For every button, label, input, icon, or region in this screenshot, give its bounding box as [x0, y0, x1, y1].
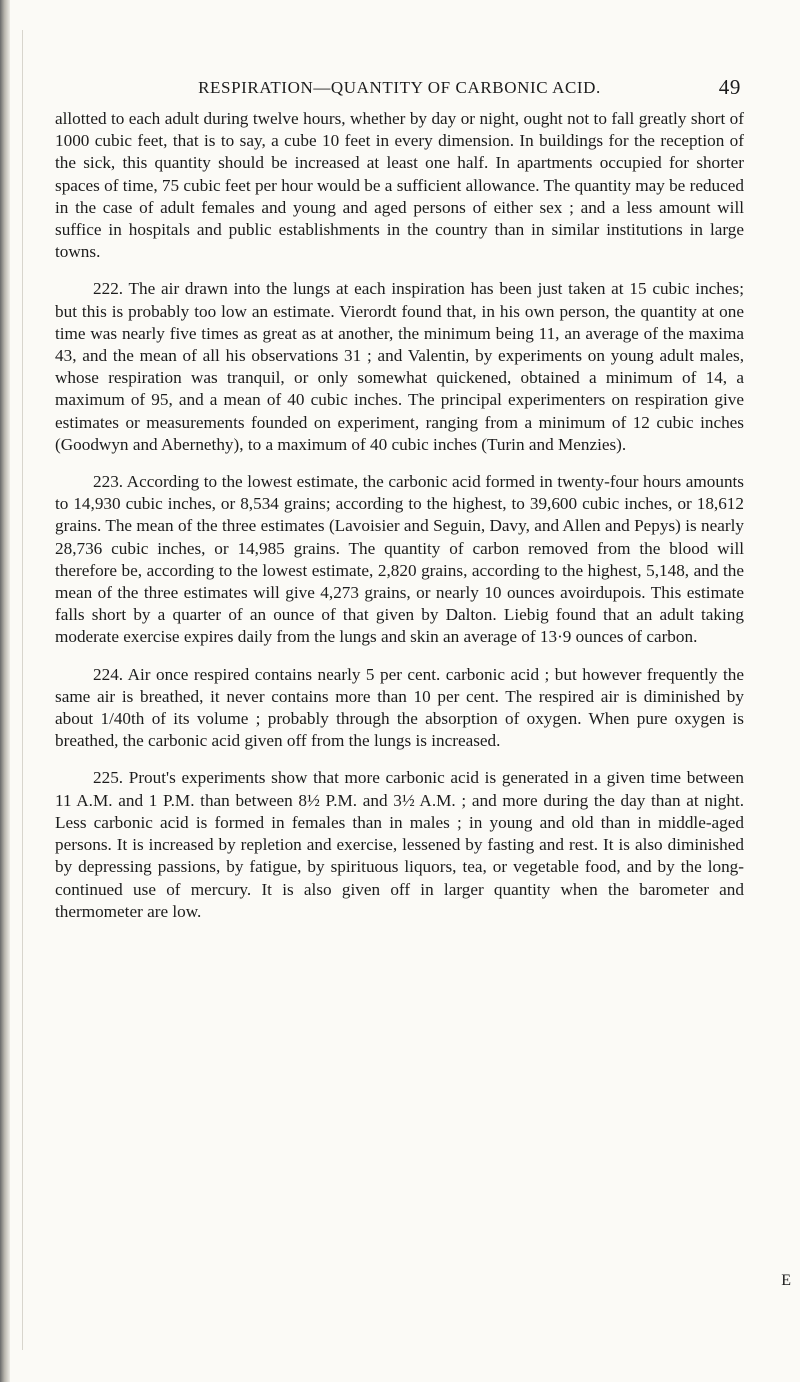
- signature-mark: E: [781, 1272, 792, 1289]
- book-page: [55, 75, 745, 938]
- page-number: 49: [718, 75, 741, 99]
- paragraph-continued: allotted to each adult during twelve hours, whether by day or night, ought not to fall greatly short of 1000 cubic feet, that is to say, a cube 10 feet in every dimension. In buildings for the reception of the sick, this quantity should be increased at least one half. In apartments occupied for shorter spaces of time, 75 cubic feet per hour would be a sufficient allowance. The quantity may be reduced in the case of adult females and young and aged persons of either sex ; and a less amount will suffice in hospitals and public establishments in the country than in similar institutions in large towns.: [55, 109, 745, 262]
- paragraph-225: 225. Prout's experiments show that more carbonic acid is generated in a given time between 11 A.M. and 1 P.M. than between 8½ P.M. and 3½ A.M. ; and more during the day than at night. Less carbonic acid is formed in females than in males ; in young and old than in middle-aged persons. It is increased by repletion and exercise, lessened by fasting and rest. It is also diminished by depressing passions, by fatigue, by spirituous liquors, tea, or vegetable food, and by the long-continued use of mercury. It is also given off in larger quantity when the barometer and thermometer are low.: [55, 768, 744, 921]
- paragraph-222: 222. The air drawn into the lungs at each inspiration has been just taken at 15 cubic inches; but this is probably too low an estimate. Vierordt found that, in his own person, the quantity at one time was nearly five times as great as at another, the minimum being 11, an average of the maxima 43, and the mean of all his observations 31 ; and Valentin, by experiments on young adult males, whose respiration was tranquil, or only somewhat quickened, obtained a minimum of 14, a maximum of 95, and a mean of 40 cubic inches. The principal experimenters on respiration give estimates or measurements founded on experiment, ranging from a minimum of 12 cubic inches (Goodwyn and Abernethy), to a maximum of 40 cubic inches (Turin and Menzies).: [55, 279, 744, 454]
- running-header: [55, 75, 744, 108]
- paragraph-224: 224. Air once respired contains nearly 5 per cent. carbonic acid ; but however frequently the same air is breathed, it never contains more than 10 per cent. The respired air is diminished by about 1/40th of its volume ; probably through the absorption of oxygen. When pure oxygen is breathed, the carbonic acid given off from the lungs is increased.: [55, 664, 744, 751]
- book-spine-shadow: [0, 0, 10, 1382]
- gutter-line: [22, 30, 23, 1350]
- running-title: RESPIRATION—QUANTITY OF CARBONIC ACID.: [198, 78, 601, 97]
- paragraph-223: 223. According to the lowest estimate, the carbonic acid formed in twenty-four hours amounts to 14,930 cubic inches, or 8,534 grains; according to the highest, to 39,600 cubic inches, or 18,612 grains. The mean of the three estimates (Lavoisier and Seguin, Davy, and Allen and Pepys) is nearly 28,736 cubic inches, or 14,985 grains. The quantity of carbon removed from the blood will therefore be, according to the lowest estimate, 2,820 grains, according to the highest, 5,148, and the mean of the three estimates will give 4,273 grains, or nearly 10 ounces avoirdupois. This estimate falls short by a quarter of an ounce of that given by Dalton. Liebig found that an adult taking moderate exercise expires daily from the lungs and skin an average of 13·9 ounces of carbon.: [55, 472, 744, 647]
